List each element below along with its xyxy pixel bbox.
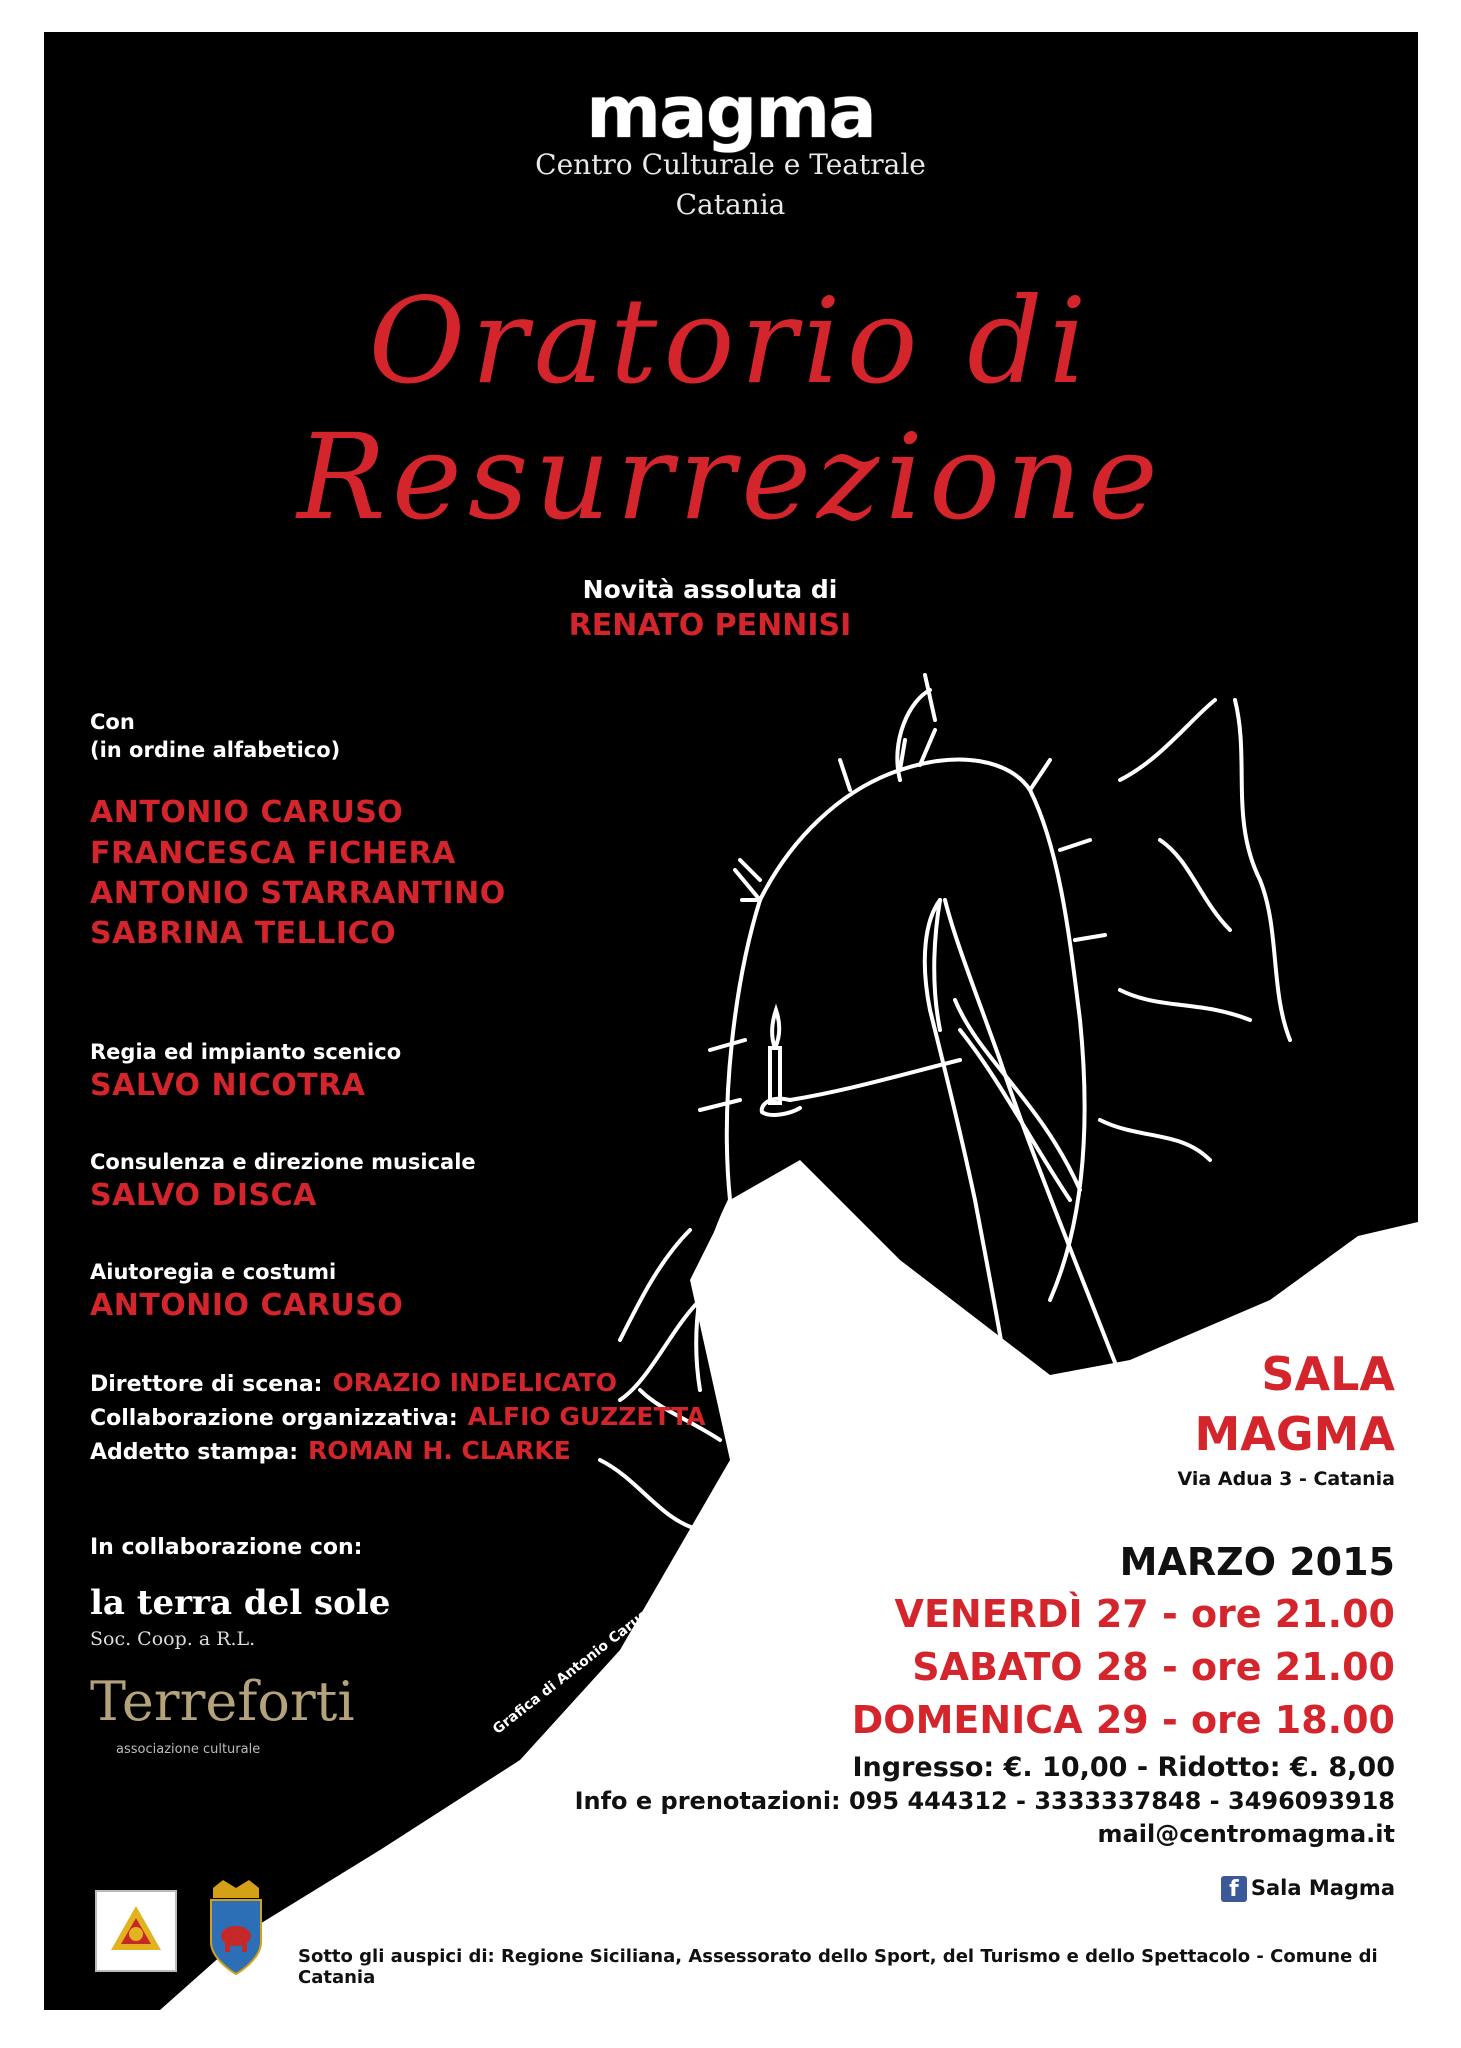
- cast-name: FRANCESCA FICHERA: [90, 836, 456, 871]
- staff-row: [90, 1436, 571, 1465]
- cast-label: Con: [90, 710, 135, 734]
- ticket-price: Ingresso: €. 10,00 - Ridotto: €. 8,00: [852, 1752, 1395, 1783]
- schedule-date: DOMENICA 29 - ore 18.00: [851, 1698, 1395, 1742]
- credit-label: Consulenza e direzione musicale: [90, 1150, 476, 1174]
- staff-value: ALFIO GUZZETTA: [467, 1402, 706, 1431]
- brand-logo: magma: [586, 70, 875, 154]
- partner-logo-terra-del-sole: la terra del sole: [90, 1583, 391, 1623]
- staff-value: ORAZIO INDELICATO: [332, 1368, 618, 1397]
- title-line-2: Resurrezione: [297, 408, 1164, 546]
- staff-label: Collaborazione organizzativa:: [90, 1406, 458, 1431]
- brand-city: Catania: [675, 188, 786, 221]
- staff-label: Addetto stampa:: [90, 1440, 299, 1465]
- partner-terreforti-sub: associazione culturale: [116, 1742, 261, 1757]
- credit-value: ANTONIO CARUSO: [90, 1288, 404, 1323]
- credit-value: SALVO NICOTRA: [90, 1068, 366, 1103]
- facebook-icon: f: [1221, 1876, 1247, 1902]
- credit-label: Aiutoregia e costumi: [90, 1260, 337, 1284]
- schedule-date: VENERDÌ 27 - ore 21.00: [894, 1592, 1395, 1636]
- graphic-credit: Grafica di Antonio Caruso: [490, 1600, 659, 1738]
- cast-name: ANTONIO CARUSO: [90, 795, 404, 830]
- staff-value: ROMAN H. CLARKE: [308, 1436, 571, 1465]
- footer-patronage: Sotto gli auspici di: Regione Siciliana, Assessorato dello Sport, del Turismo e dello Spettacolo - Comune di Catania: [298, 1946, 1378, 1988]
- brand-subtitle: Centro Culturale e Teatrale: [535, 148, 926, 181]
- contact-phones: Info e prenotazioni: 095 444312 - 3333337848 - 3496093918: [574, 1787, 1395, 1815]
- venue-line-1: SALA: [1261, 1347, 1395, 1401]
- facebook-label: Sala Magma: [1250, 1876, 1395, 1900]
- schedule-date: SABATO 28 - ore 21.00: [912, 1645, 1395, 1689]
- partner-terra-del-sole-sub: Soc. Coop. a R.L.: [90, 1628, 256, 1650]
- cast-sublabel: (in ordine alfabetico): [90, 738, 341, 762]
- sicily-region-logo: [95, 1890, 177, 1972]
- title-line-1: Oratorio di: [368, 272, 1093, 410]
- author-name: RENATO PENNISI: [568, 608, 852, 643]
- staff-label: Direttore di scena:: [90, 1372, 323, 1397]
- partner-logo-terreforti: Terreforti: [90, 1670, 355, 1733]
- collaboration-label: In collaborazione con:: [90, 1535, 363, 1560]
- catania-coat-of-arms: [205, 1880, 267, 1980]
- contact-email[interactable]: mail@centromagma.it: [1097, 1820, 1395, 1848]
- cast-name: ANTONIO STARRANTINO: [90, 876, 506, 911]
- facebook-link[interactable]: [1221, 1876, 1395, 1902]
- credit-label: Regia ed impianto scenico: [90, 1040, 402, 1064]
- staff-row: [90, 1402, 706, 1431]
- author-label: Novità assoluta di: [582, 575, 838, 604]
- venue-address: Via Adua 3 - Catania: [1177, 1468, 1395, 1490]
- cast-name: SABRINA TELLICO: [90, 916, 397, 951]
- staff-row: [90, 1368, 617, 1397]
- schedule-month: MARZO 2015: [1119, 1540, 1395, 1584]
- credit-value: SALVO DISCA: [90, 1178, 317, 1213]
- venue-line-2: MAGMA: [1194, 1407, 1395, 1461]
